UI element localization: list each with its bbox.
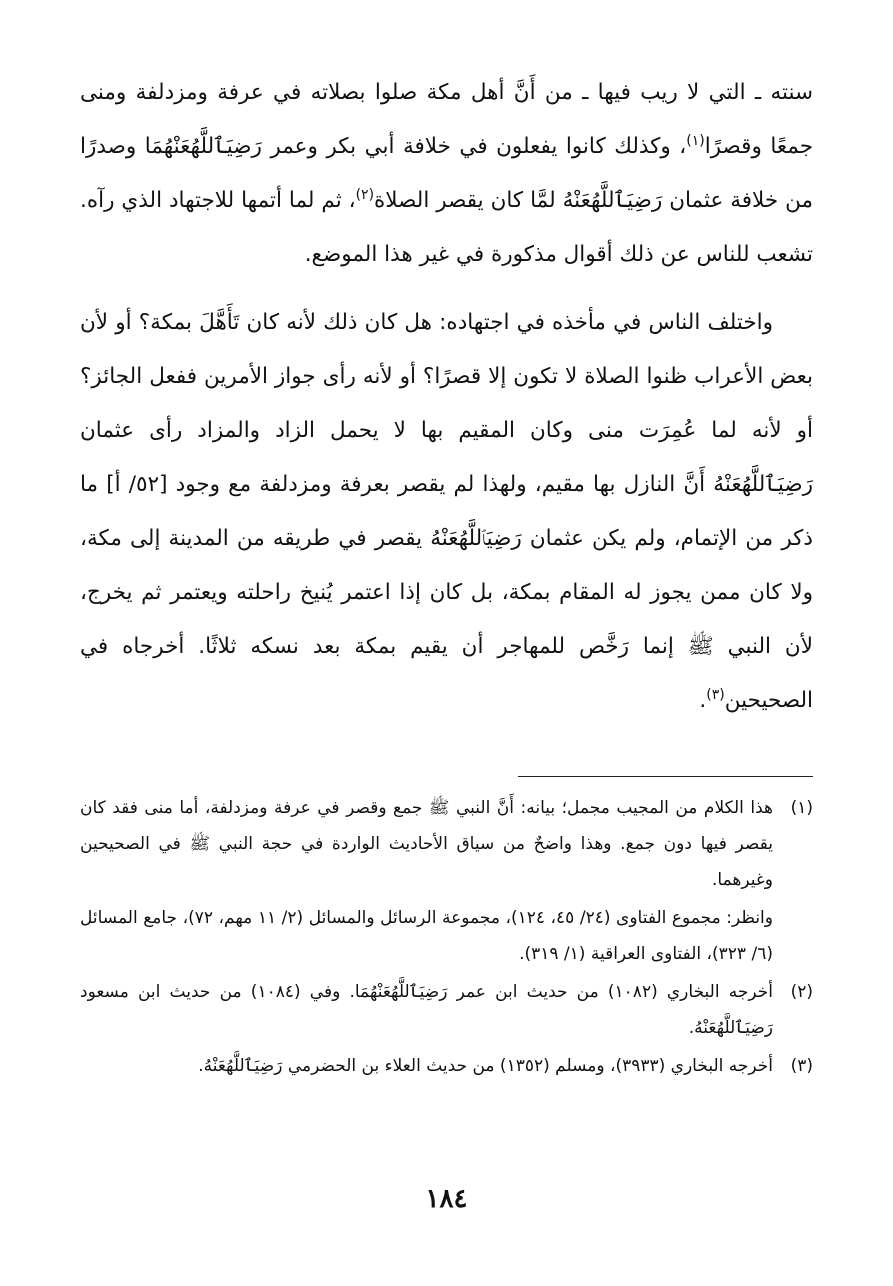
footnote-1 [80, 790, 813, 972]
page-number: ١٨٤ [425, 1184, 468, 1214]
main-text [80, 66, 813, 728]
footnotes [80, 790, 813, 1084]
footnote-2-number: (٢) [790, 982, 813, 1002]
footnote-3-text: أخرجه البخاري (٣٩٣٣)، ومسلم (١٣٥٢) من حديث العلاء بن الحضرمي رَضِيَٱللَّهُعَنْهُ. [198, 1056, 773, 1076]
footnote-1-continuation: وانظر: مجموع الفتاوى (٢٤/ ٤٥، ١٢٤)، مجموعة الرسائل والمسائل (٢/ ١١ مهم، ٧٢)، جامع المسائل (٦/ ٣٢٣)، الفتاوى العراقية (١/ ٣١٩). [80, 908, 773, 964]
paragraph-1 [80, 66, 813, 282]
paragraph-1-text-3: ، ثم لما أتمها للاجتهاد الذي رآه. تشعب للناس عن ذلك أقوال مذكورة في غير هذا الموضع. [80, 188, 813, 267]
paragraph-2 [80, 296, 813, 728]
footnote-ref-3: (٣) [706, 686, 725, 703]
paragraph-1-text: سنته ـ التي لا ريب فيها ـ من أَنَّ أهل مكة صلوا بصلاته في عرفة ومزدلفة ومنى جمعًا وقصرًا [80, 80, 813, 159]
footnote-1-body [80, 790, 773, 972]
footnote-separator [518, 776, 813, 777]
footnote-ref-2: (٢) [355, 186, 375, 203]
paragraph-2-end: . [699, 688, 707, 713]
footnote-ref-1: (١) [686, 132, 705, 149]
paragraph-2-text: واختلف الناس في مأخذه في اجتهاده: هل كان ذلك لأنه كان تَأَهَّلَ بمكة؟ أو لأن بعض الأعراب ظنوا الصلاة لا تكون إلا قصرًا؟ أو لأنه رأى جواز الأمرين ففعل الجائز؟ أو لأنه لما عُمِرَت منى وكان المقيم بها لا يحمل الزاد والمزاد رأى عثمان رَضِيَٱللَّهُعَنْهُ أَنَّ النازل بها مقيم، ولهذا لم يقصر بعرفة ومزدلفة مع وجود [٥٢/ أ] ما ذكر من الإتمام، ولم يكن عثمان رَضِيَٱللَّهُعَنْهُ يقصر في طريقه من المدينة إلى مكة، ولا كان ممن يجوز له المقام بمكة، بل كان إذا اعتمر يُنيخ راحلته ويعتمر ثم يخرج، لأن النبي ﷺ إنما رَخَّص للمهاجر أن يقيم بمكة بعد نسكه ثلاثًا. أخرجاه في الصحيحين [80, 310, 813, 713]
footnote-1-number: (١) [790, 798, 813, 818]
footnote-1-text: هذا الكلام من المجيب مجمل؛ بيانه: أَنَّ النبي ﷺ جمع وقصر في عرفة ومزدلفة، أما منى فقد كان يقصر فيها دون جمع. وهذا واضحٌ من سياق الأحاديث الواردة في حجة النبي ﷺ في الصحيحين وغيرهما. [80, 798, 773, 890]
footnote-2-text: أخرجه البخاري (١٠٨٢) من حديث ابن عمر رَضِيَٱللَّهُعَنْهُمَا. وفي (١٠٨٤) من حديث ابن مسعود رَضِيَٱللَّهُعَنْهُ. [80, 982, 773, 1038]
footnote-3-number: (٣) [790, 1056, 813, 1076]
footnote-3 [80, 1048, 813, 1084]
footnote-2 [80, 974, 813, 1046]
paragraph-1-text-2: ، وكذلك كانوا يفعلون في خلافة أبي بكر وعمر رَضِيَٱللَّهُعَنْهُمَا وصدرًا من خلافة عثمان رَضِيَٱللَّهُعَنْهُ لمَّا كان يقصر الصلاة [80, 134, 813, 213]
